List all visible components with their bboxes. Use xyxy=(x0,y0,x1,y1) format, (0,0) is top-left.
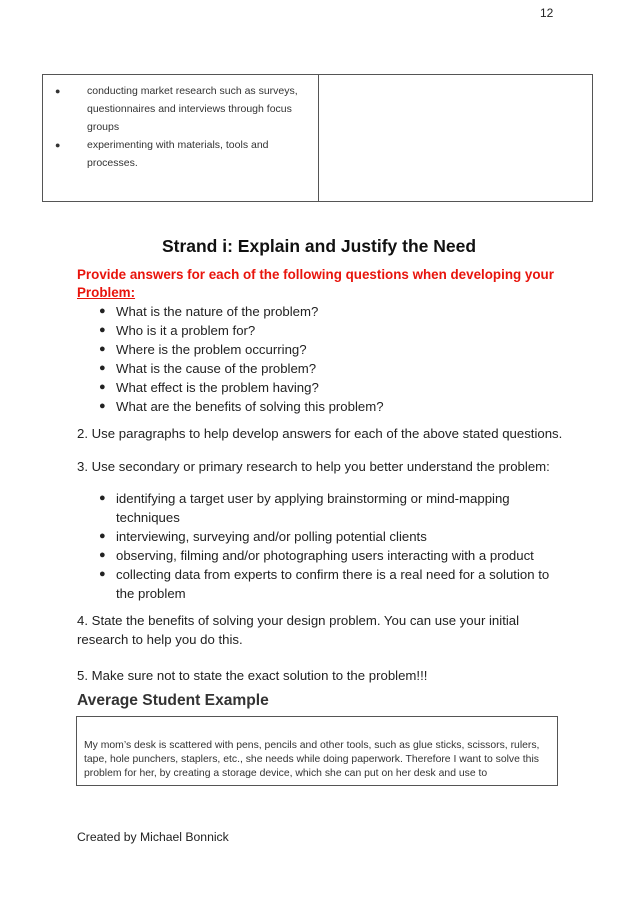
bullet-icon: ● xyxy=(99,324,106,336)
list-item: ● identifying a target user by applying brainstorming or mind-mapping techniques xyxy=(99,491,510,525)
bullet-icon: ● xyxy=(99,343,106,355)
table-cell-right xyxy=(319,75,592,201)
bullet-icon: ● xyxy=(99,362,106,374)
bullet-icon: ● xyxy=(99,549,106,561)
bullet-icon: ● xyxy=(99,381,106,393)
footer-credit: Created by Michael Bonnick xyxy=(77,830,229,844)
strand-heading: Strand i: Explain and Justify the Need xyxy=(161,236,477,256)
list-item: ● What is the cause of the problem? xyxy=(99,361,317,376)
research-list xyxy=(77,489,563,603)
example-heading: Average Student Example xyxy=(77,692,269,709)
bullet-icon: ● xyxy=(99,400,106,412)
list-item: ● experimenting with materials, tools and processes. xyxy=(53,136,310,172)
bullet-icon: ● xyxy=(55,86,61,96)
bullet-icon: ● xyxy=(99,492,106,504)
top-table xyxy=(42,74,593,202)
example-text: My mom’s desk is scattered with pens, pencils and other tools, such as glue sticks, scissors, rulers, tape, hole punchers, staplers, etc., she needs while doing paperwork. Therefore I want to solve this problem for her, by creating a storage device, which she can put on her desk and use to xyxy=(84,740,540,779)
step-2: 2. Use paragraphs to help develop answers for each of the above stated questions. xyxy=(77,426,563,441)
list-item: ● What effect is the problem having? xyxy=(99,380,319,395)
page-number: 12 xyxy=(540,6,554,20)
list-item: ● What is the nature of the problem? xyxy=(99,304,319,319)
table-cell-left xyxy=(43,75,319,201)
list-item: ● interviewing, surveying and/or polling potential clients xyxy=(99,529,427,544)
bullet-icon: ● xyxy=(99,530,106,542)
step-5: 5. Make sure not to state the exact solution to the problem!!! xyxy=(77,668,428,683)
bullet-icon: ● xyxy=(99,568,106,580)
questions-list xyxy=(77,302,384,416)
list-item: ● What are the benefits of solving this problem? xyxy=(99,399,384,414)
instruction-text: Provide answers for each of the following questions when developing your Problem: xyxy=(77,267,554,300)
list-item: ● conducting market research such as surveys, questionnaires and interviews through focus groups xyxy=(53,82,310,136)
table-bullet-list xyxy=(53,82,310,172)
instruction-underlined: Problem: xyxy=(77,285,136,300)
step-4: 4. State the benefits of solving your design problem. You can use your initial research to help you do this. xyxy=(77,613,520,647)
list-item: ● collecting data from experts to confirm there is a real need for a solution to the problem xyxy=(99,567,550,601)
bullet-icon: ● xyxy=(99,305,106,317)
list-item: ● Who is it a problem for? xyxy=(99,323,256,338)
step-3: 3. Use secondary or primary research to help you better understand the problem: xyxy=(77,459,550,474)
list-item: ● observing, filming and/or photographing users interacting with a product xyxy=(99,548,534,563)
list-item: ● Where is the problem occurring? xyxy=(99,342,307,357)
bullet-icon: ● xyxy=(55,140,61,150)
example-box xyxy=(76,716,558,786)
